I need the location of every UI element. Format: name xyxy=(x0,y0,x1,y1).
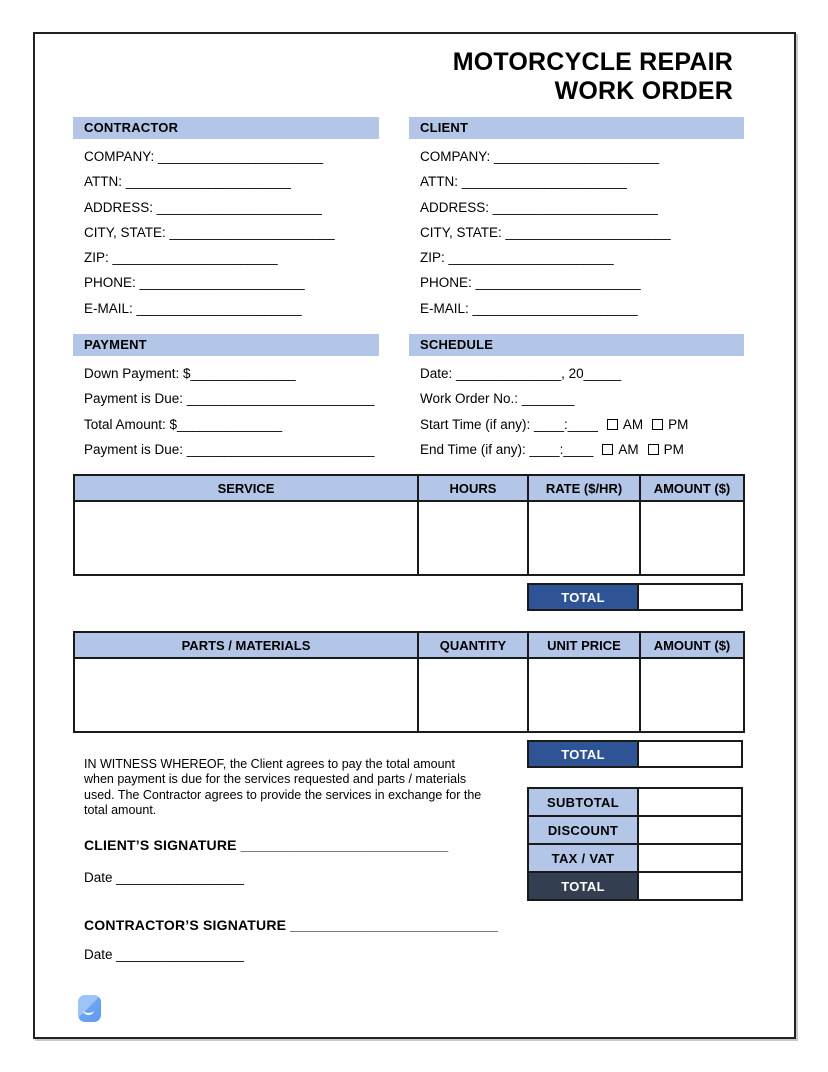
parts-header-parts-materials: PARTS / MATERIALS xyxy=(74,632,418,658)
client-signature-line: CLIENT’S SIGNATURE __________________________ xyxy=(84,837,449,853)
title-line-2: WORK ORDER xyxy=(554,77,733,105)
service-body-cell xyxy=(74,501,418,575)
service-hours-cell xyxy=(418,501,528,575)
total-amount-field: Total Amount: $______________ xyxy=(84,416,283,432)
subtotal-value-cell xyxy=(638,788,742,816)
parts-body-cell xyxy=(74,658,418,732)
discount-label: DISCOUNT xyxy=(528,816,638,844)
client-address-field: ADDRESS: ______________________ xyxy=(420,199,658,215)
title-line-1: MOTORCYCLE REPAIR xyxy=(452,48,733,76)
service-total-row xyxy=(527,583,743,611)
start-time-field xyxy=(420,412,688,437)
subtotal-row xyxy=(528,788,742,816)
schedule-section-header: SCHEDULE xyxy=(409,334,744,356)
contractor-signature-date-line: Date _________________ xyxy=(84,947,244,962)
contractor-phone-field: PHONE: ______________________ xyxy=(84,275,305,291)
service-header-hours: HOURS xyxy=(418,475,528,501)
client-email-field: E-MAIL: ______________________ xyxy=(420,300,638,316)
end-am-checkbox-icon xyxy=(602,444,613,455)
tax-vat-value-cell xyxy=(638,844,742,872)
contractor-city-state-field: CITY, STATE: ______________________ xyxy=(84,224,335,240)
parts-quantity-cell xyxy=(418,658,528,732)
client-attn-field: ATTN: ______________________ xyxy=(420,174,627,190)
payment-due-field-1: Payment is Due: _________________________ xyxy=(84,391,375,407)
work-order-number-field: Work Order No.: _______ xyxy=(420,391,575,407)
service-total-label: TOTAL xyxy=(527,583,639,611)
client-signature-date-line: Date _________________ xyxy=(84,870,244,885)
service-header-rate: RATE ($/HR) xyxy=(528,475,640,501)
start-pm-label: PM xyxy=(668,416,689,432)
subtotal-label: SUBTOTAL xyxy=(528,788,638,816)
parts-header-unit-price: UNIT PRICE xyxy=(528,632,640,658)
discount-row xyxy=(528,816,742,844)
client-phone-field: PHONE: ______________________ xyxy=(420,275,641,291)
page-title xyxy=(453,48,733,106)
tax-vat-label: TAX / VAT xyxy=(528,844,638,872)
down-payment-field: Down Payment: $______________ xyxy=(84,366,296,381)
client-fields xyxy=(420,144,671,321)
service-total-value-cell xyxy=(639,583,743,611)
app-logo-icon xyxy=(78,995,101,1022)
payment-section-header: PAYMENT xyxy=(73,334,379,356)
contractor-signature-line: CONTRACTOR’S SIGNATURE __________________________ xyxy=(84,917,498,933)
contractor-company-field: COMPANY: ______________________ xyxy=(84,149,324,164)
client-zip-field: ZIP: ______________________ xyxy=(420,250,614,266)
parts-header-amount: AMOUNT ($) xyxy=(640,632,744,658)
client-section-header: CLIENT xyxy=(409,117,744,139)
parts-header-quantity: QUANTITY xyxy=(418,632,528,658)
service-amount-cell xyxy=(640,501,744,575)
service-header-service: SERVICE xyxy=(74,475,418,501)
parts-total-row xyxy=(527,740,743,768)
contractor-section-header: CONTRACTOR xyxy=(73,117,379,139)
client-city-state-field: CITY, STATE: ______________________ xyxy=(420,224,671,240)
grand-total-label: TOTAL xyxy=(528,872,638,900)
client-company-field: COMPANY: ______________________ xyxy=(420,149,660,164)
end-pm-label: PM xyxy=(663,441,684,457)
parts-amount-cell xyxy=(640,658,744,732)
payment-due-field-2: Payment is Due: _________________________ xyxy=(84,441,375,457)
start-pm-checkbox-icon xyxy=(652,419,663,430)
tax-vat-row xyxy=(528,844,742,872)
start-time-label: Start Time (if any): ____:____ xyxy=(420,416,598,432)
service-rate-cell xyxy=(528,501,640,575)
schedule-date-field: Date: ______________, 20_____ xyxy=(420,366,622,381)
service-table xyxy=(73,474,745,576)
parts-total-label: TOTAL xyxy=(527,740,639,768)
service-header-amount: AMOUNT ($) xyxy=(640,475,744,501)
grand-total-row xyxy=(528,872,742,900)
contractor-zip-field: ZIP: ______________________ xyxy=(84,250,278,266)
parts-total-value-cell xyxy=(639,740,743,768)
payment-fields xyxy=(84,361,375,462)
end-am-label: AM xyxy=(618,441,639,457)
discount-value-cell xyxy=(638,816,742,844)
end-pm-checkbox-icon xyxy=(648,444,659,455)
witness-paragraph: IN WITNESS WHEREOF, the Client agrees to pay the total amount when payment is due for the services requested and parts / materials used. The Contractor agrees to provide the services in exchange for the total amount. xyxy=(84,757,482,818)
end-time-field xyxy=(420,437,688,462)
end-time-label: End Time (if any): ____:____ xyxy=(420,441,594,457)
contractor-email-field: E-MAIL: ______________________ xyxy=(84,300,302,316)
grand-total-value-cell xyxy=(638,872,742,900)
parts-unit-price-cell xyxy=(528,658,640,732)
contractor-fields xyxy=(84,144,335,321)
contractor-attn-field: ATTN: ______________________ xyxy=(84,174,291,190)
start-am-checkbox-icon xyxy=(607,419,618,430)
start-am-label: AM xyxy=(622,416,644,432)
parts-table xyxy=(73,631,745,733)
summary-table xyxy=(527,787,743,901)
contractor-address-field: ADDRESS: ______________________ xyxy=(84,199,322,215)
schedule-fields xyxy=(420,361,688,462)
